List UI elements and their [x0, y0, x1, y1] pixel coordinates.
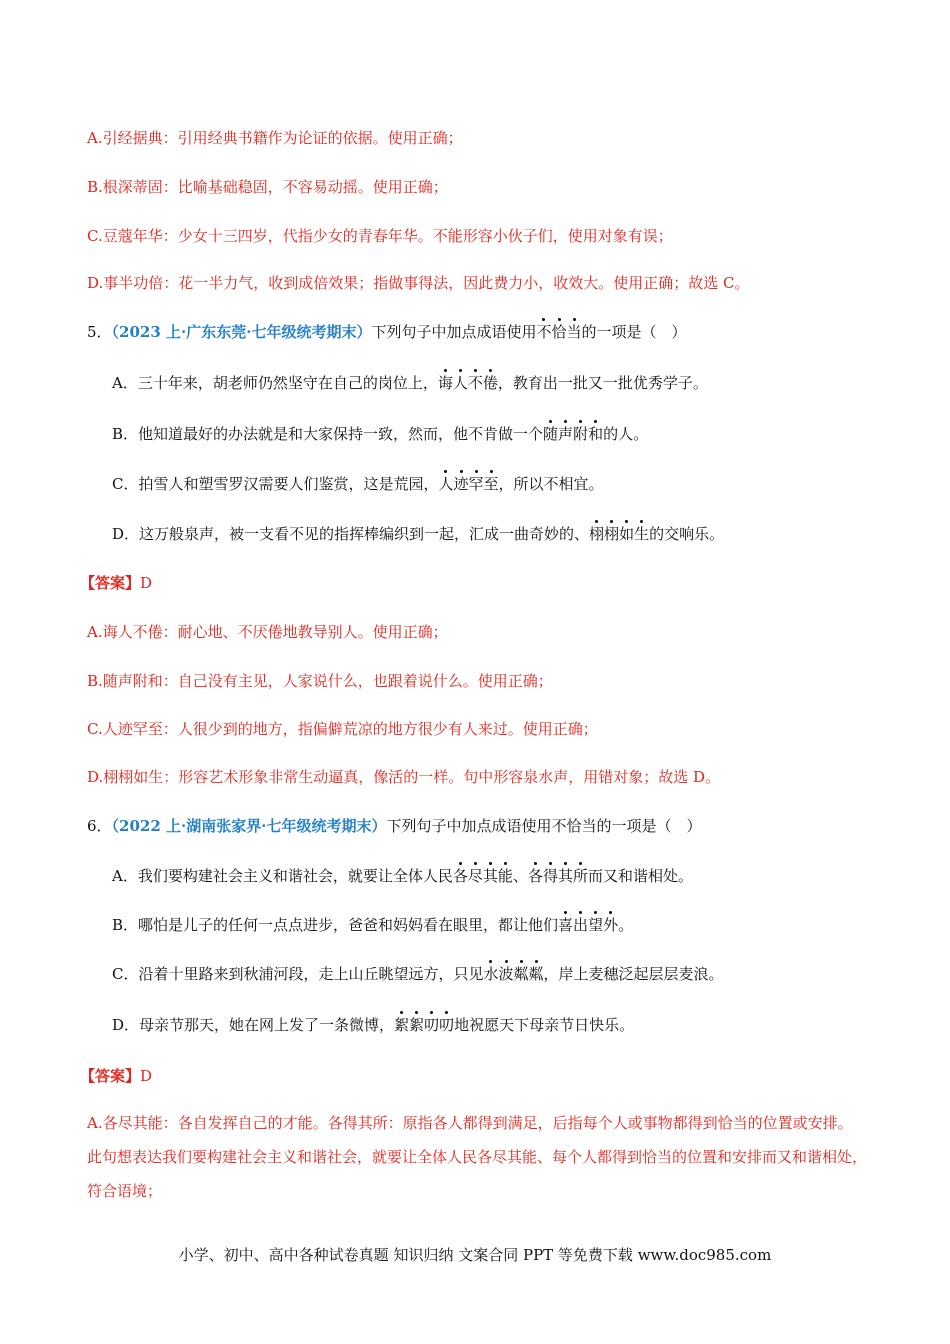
option-text: 的交响乐。	[649, 525, 725, 543]
option-text: 而又和谐相处。	[587, 867, 693, 885]
analysis-line: D.栩栩如生：形容艺术形象非常生动逼真，像活的一样。句中形容泉水声，用错对象；故选 D。	[87, 768, 721, 786]
dotted-idiom	[453, 867, 513, 885]
emphasis-char: 喜	[558, 916, 574, 934]
answer-value: D	[140, 1067, 153, 1085]
analysis-line: D.事半功倍：花一半力气，收到成倍效果；指做事得法，因此费力小，收效大。使用正确；故选 C。	[87, 274, 750, 292]
question-6-stem	[87, 816, 701, 836]
option-text: A．我们要构建社会主义和谐社会，就要让全体人民	[112, 867, 453, 885]
emphasis-char: 栩	[589, 525, 605, 543]
option-text: D．母亲节那天，她在网上发了一条微博，	[112, 1016, 395, 1034]
emphasis-char: 其	[557, 867, 573, 885]
emphasis-char: 声	[558, 425, 574, 443]
emphasis-char: 外	[603, 916, 619, 934]
question-number: 5．	[87, 323, 112, 341]
emphasis-char: 各	[452, 867, 468, 885]
option-text: 。	[618, 916, 634, 934]
analysis-line: A.引经据典：引用经典书籍作为论证的依据。使用正确；	[87, 129, 463, 147]
dotted-idiom	[438, 475, 498, 493]
dotted-idiom	[528, 867, 588, 885]
option-text: ，岸上麦穗泛起层层麦浪。	[543, 965, 724, 983]
emphasis-char: 人	[438, 475, 454, 493]
analysis-line: C.人迹罕至：人很少到的地方，指偏僻荒凉的地方很少有人来过。使用正确；	[87, 720, 598, 738]
question-number: 6．	[87, 817, 112, 835]
question-source: （2022 上·湖南张家界·七年级统考期末）	[111, 817, 387, 835]
dotted-phrase	[536, 323, 581, 341]
emphasis-char: 和	[588, 425, 604, 443]
option-text: C．沿着十里路来到秋浦河段，走上山丘眺望远方，只见	[112, 965, 484, 983]
answer-label: 【答案】	[80, 1067, 141, 1085]
emphasis-char: 粼	[528, 965, 544, 983]
emphasis-char: 叨	[424, 1016, 440, 1034]
emphasis-char: 恰	[551, 323, 567, 341]
emphasis-char: 叨	[439, 1016, 455, 1034]
emphasis-char: 望	[588, 916, 604, 934]
stem-text: 的一项是（ ）	[581, 323, 687, 341]
dotted-idiom	[483, 965, 543, 983]
emphasis-char: 附	[573, 425, 589, 443]
dotted-idiom	[438, 374, 498, 392]
emphasis-char: 不	[536, 323, 552, 341]
emphasis-char: 得	[542, 867, 558, 885]
option-a	[112, 373, 708, 393]
emphasis-char: 尽	[467, 867, 483, 885]
emphasis-char: 不	[467, 374, 483, 392]
question-5-stem	[87, 322, 687, 342]
emphasis-char: 随	[543, 425, 559, 443]
emphasis-char: 其	[482, 867, 498, 885]
page-footer: 小学、初中、高中各种试卷真题 知识归纳 文案合同 PPT 等免费下载 www.doc985.com	[178, 1246, 772, 1264]
emphasis-char: 所	[572, 867, 588, 885]
emphasis-char: 倦	[482, 374, 498, 392]
option-b	[112, 424, 648, 444]
emphasis-char: 罕	[468, 475, 484, 493]
question-source: （2023 上·广东东莞·七年级统考期末）	[111, 323, 372, 341]
option-text: 、	[512, 867, 528, 885]
emphasis-char: 能	[497, 867, 513, 885]
dotted-idiom	[589, 525, 649, 543]
option-text: C．拍雪人和塑雪罗汉需要人们鉴赏，这是荒园，	[112, 475, 439, 493]
option-d	[112, 1015, 634, 1035]
stem-text: 下列句子中加点成语使用	[371, 323, 537, 341]
emphasis-char: 诲	[437, 374, 453, 392]
emphasis-char: 絮	[409, 1016, 425, 1034]
analysis-line: B.根深蒂固：比喻基础稳固，不容易动摇。使用正确；	[87, 178, 448, 196]
option-a	[112, 866, 693, 886]
option-c	[112, 964, 724, 984]
emphasis-char: 各	[527, 867, 543, 885]
emphasis-char: 至	[483, 475, 499, 493]
option-b	[112, 915, 633, 935]
answer	[80, 1066, 152, 1086]
emphasis-char: 人	[452, 374, 468, 392]
analysis-line: C.豆蔻年华：少女十三四岁，代指少女的青春年华。不能形容小伙子们，使用对象有误；	[87, 227, 673, 245]
option-c	[112, 474, 604, 494]
option-text: ，教育出一批又一批优秀学子。	[497, 374, 708, 392]
option-text: A．三十年来，胡老师仍然坚守在自己的岗位上，	[112, 374, 438, 392]
emphasis-char: 絮	[394, 1016, 410, 1034]
dotted-idiom	[394, 1016, 454, 1034]
emphasis-char: 水	[483, 965, 499, 983]
dotted-idiom	[543, 425, 603, 443]
emphasis-char: 粼	[513, 965, 529, 983]
option-text: 的人。	[603, 425, 649, 443]
analysis-line: B.随声附和：自己没有主见，人家说什么，也跟着说什么。使用正确；	[87, 672, 553, 690]
option-text: B．哪怕是儿子的任何一点点进步，爸爸和妈妈看在眼里，都让他们	[112, 916, 559, 934]
stem-text: 下列句子中加点成语使用不恰当的一项是（ ）	[386, 817, 702, 835]
answer	[80, 573, 152, 593]
emphasis-char: 生	[634, 525, 650, 543]
emphasis-char: 迹	[453, 475, 469, 493]
emphasis-char: 如	[619, 525, 635, 543]
option-text: ，所以不相宜。	[498, 475, 604, 493]
analysis-line: A.诲人不倦：耐心地、不厌倦地教导别人。使用正确；	[87, 623, 448, 641]
option-text: 地祝愿天下母亲节日快乐。	[454, 1016, 635, 1034]
emphasis-char: 出	[573, 916, 589, 934]
analysis-paragraph: A.各尽其能：各自发挥自己的才能。各得其所：原指各人都得到满足，后指每个人或事物都得到恰当的位置或安排。此句想表达我们要构建社会主义和谐社会，就要让全体人民各尽其能、每个人都得到恰当的位置和安排而又和谐相处，符合语境；	[87, 1114, 868, 1200]
option-text: B．他知道最好的办法就是和大家保持一致，然而，他不肯做一个	[112, 425, 544, 443]
dotted-idiom	[558, 916, 618, 934]
emphasis-char: 当	[566, 323, 582, 341]
answer-value: D	[140, 574, 153, 592]
option-d	[112, 524, 724, 544]
emphasis-char: 波	[498, 965, 514, 983]
option-text: D．这万般泉声，被一支看不见的指挥棒编织到一起，汇成一曲奇妙的、	[112, 525, 590, 543]
emphasis-char: 栩	[604, 525, 620, 543]
answer-label: 【答案】	[80, 574, 141, 592]
